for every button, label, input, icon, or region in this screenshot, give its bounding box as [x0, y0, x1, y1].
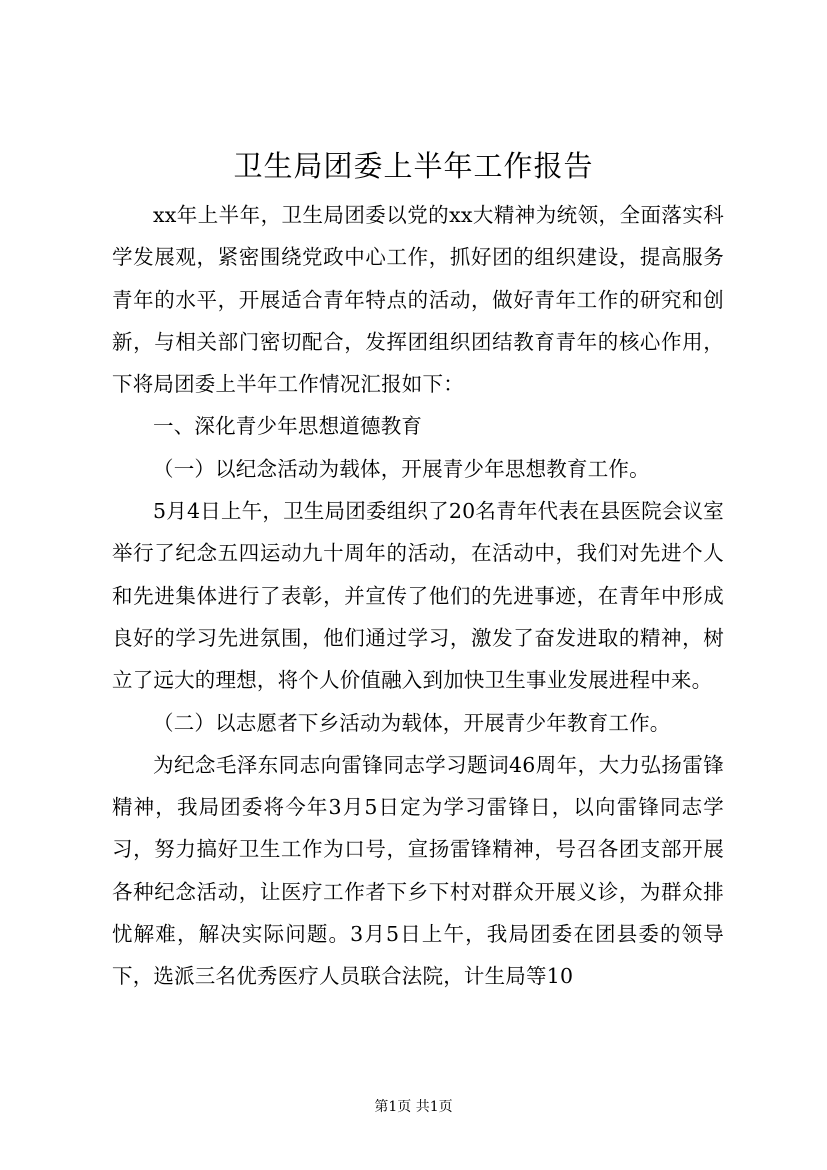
- intro-paragraph: xx年上半年，卫生局团委以党的xx大精神为统领，全面落实科学发展观，紧密围绕党政中心工作，抓好团的组织建设，提高服务青年的水平，开展适合青年特点的活动，做好青年工作的研究和创新，与相关部门密切配合，发挥团组织团结教育青年的核心作用，下将局团委上半年工作情况汇报如下：: [112, 203, 724, 397]
- document-body: [112, 194, 724, 998]
- page-footer: 第1页 共1页: [374, 1099, 453, 1115]
- body-paragraph: 为纪念毛泽东同志向雷锋同志学习题词46周年，大力弘扬雷锋精神，我局团委将今年3月5日定为学习雷锋日，以向雷锋同志学习，努力搞好卫生工作为口号，宣扬雷锋精神，号召各团支部开展各种纪念活动，让医疗工作者下乡下村对群众开展义诊，为群众排忧解难，解决实际问题。3月5日上午，我局团委在团县委的领导下，选派三名优秀医疗人员联合法院，计生局等10: [112, 752, 724, 989]
- document-title: 卫生局团委上半年工作报告: [233, 149, 594, 183]
- section-heading-1: 一、深化青少年思想道德教育: [153, 414, 423, 439]
- subsection-heading-1: （一）以纪念活动为载体，开展青少年思想教育工作。: [153, 456, 650, 481]
- body-paragraph: 5月4日上午，卫生局团委组织了20名青年代表在县医院会议室举行了纪念五四运动九十周年的活动，在活动中，我们对先进个人和先进集体进行了表彰，并宣传了他们的先进事迹，在青年中形成良好的学习先进氛围，他们通过学习，激发了奋发进取的精神，树立了远大的理想，将个人价值融入到加快卫生事业发展进程中来。: [112, 499, 724, 693]
- subsection-heading-2: （二）以志愿者下乡活动为载体，开展青少年教育工作。: [153, 710, 671, 735]
